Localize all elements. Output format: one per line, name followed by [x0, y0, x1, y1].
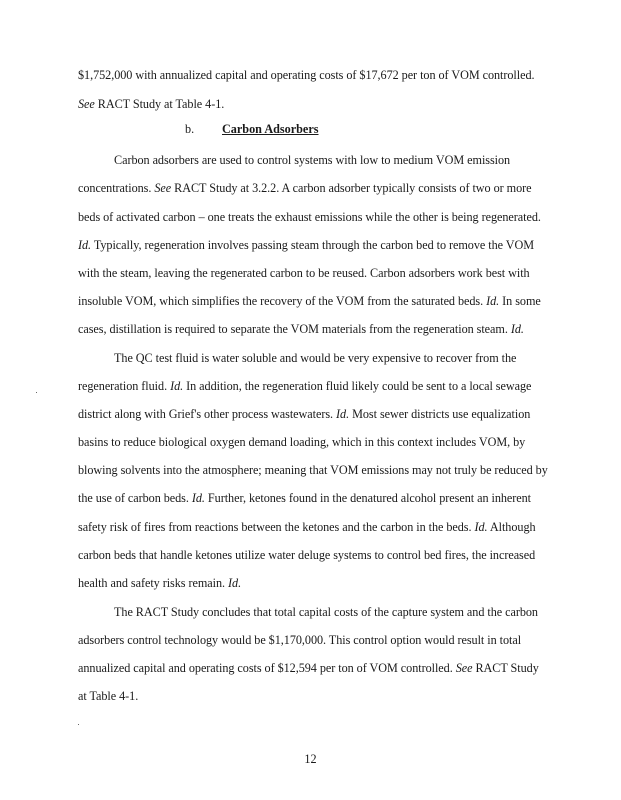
text-line: See RACT Study at Table 4-1. [78, 97, 225, 111]
text-line: carbon beds that handle ketones utilize water deluge systems to control bed fires, the increased [78, 548, 536, 562]
text-line: safety risk of fires from reactions between the ketones and the carbon in the beds. Id. Although [78, 520, 536, 534]
text-line: The RACT Study concludes that total capital costs of the capture system and the carbon [114, 605, 538, 619]
scan-speck [78, 724, 79, 725]
text-line: the use of carbon beds. Id. Further, ketones found in the denatured alcohol present an inherent [78, 491, 532, 505]
text-line: at Table 4-1. [78, 689, 139, 703]
text-line: district along with Grief's other process wastewaters. Id. Most sewer districts use equalization [78, 407, 531, 421]
text-line: annualized capital and operating costs of $12,594 per ton of VOM controlled. See RACT Study [78, 661, 539, 675]
text-line: insoluble VOM, which simplifies the recovery of the VOM from the saturated beds. Id. In some [78, 294, 541, 308]
section-title: Carbon Adsorbers [222, 122, 319, 136]
text-line: Id. Typically, regeneration involves passing steam through the carbon bed to remove the VOM [78, 238, 535, 252]
text-line: basins to reduce biological oxygen demand loading, which in this context includes VOM, by [78, 435, 526, 449]
text-line: Carbon adsorbers are used to control systems with low to medium VOM emission [114, 153, 511, 167]
text-line: blowing solvents into the atmosphere; meaning that VOM emissions may not truly be reduced by [78, 463, 548, 477]
page-number: 12 [304, 752, 317, 766]
text-line: The QC test fluid is water soluble and would be very expensive to recover from the [114, 351, 517, 365]
text-line: concentrations. See RACT Study at 3.2.2. A carbon adsorber typically consists of two or more [78, 181, 532, 195]
text-line: regeneration fluid. Id. In addition, the regeneration fluid likely could be sent to a local sewage [78, 379, 532, 393]
text-line: adsorbers control technology would be $1,170,000. This control option would result in total [78, 633, 522, 647]
text-line: $1,752,000 with annualized capital and operating costs of $17,672 per ton of VOM controlled. [78, 68, 535, 82]
text-line: with the steam, leaving the regenerated carbon to be reused. Carbon adsorbers work best with [78, 266, 530, 280]
text-line: cases, distillation is required to separate the VOM materials from the regeneration steam. Id. [78, 322, 524, 336]
text-line: health and safety risks remain. Id. [78, 576, 242, 590]
section-letter: b. [185, 122, 195, 136]
text-line: beds of activated carbon – one treats the exhaust emissions while the other is being regenerated. [78, 210, 541, 224]
scan-speck [36, 392, 37, 393]
